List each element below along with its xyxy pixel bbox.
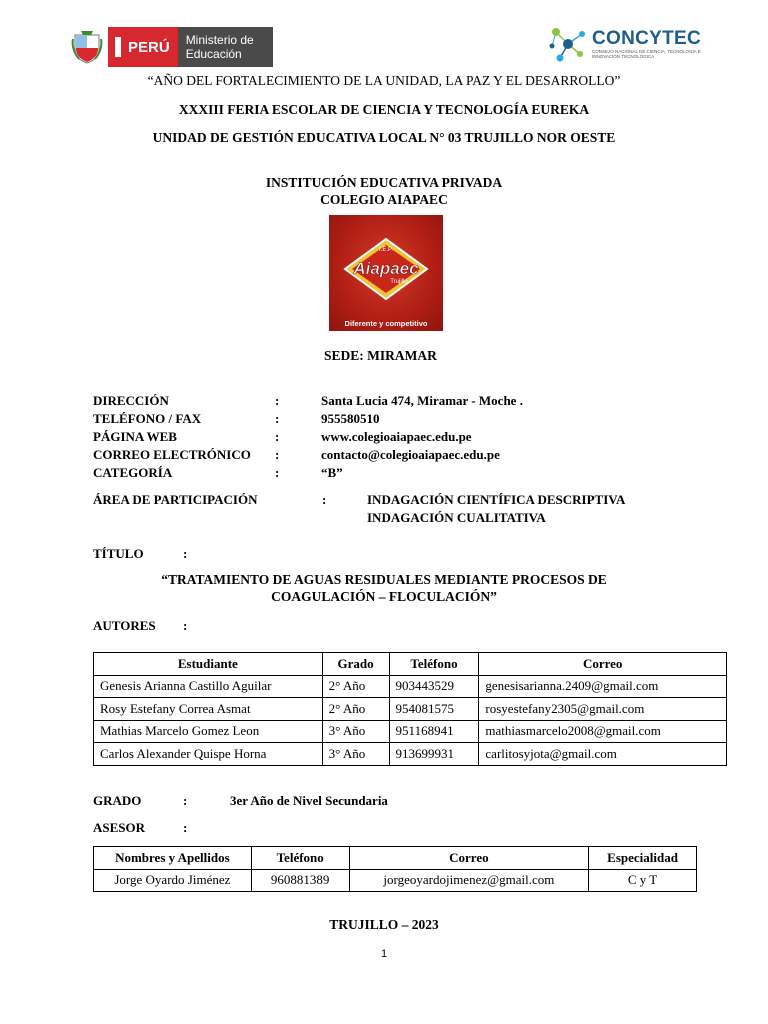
table-header: Grado <box>322 653 389 676</box>
student-grade: 2° Año <box>322 675 389 698</box>
direccion-label: DIRECCIÓN <box>93 393 169 408</box>
ministry-logo <box>70 27 273 67</box>
advisor-table <box>93 846 697 892</box>
table-row <box>94 698 727 721</box>
ugel-title: UNIDAD DE GESTIÓN EDUCATIVA LOCAL N° 03 TRUJILLO NOR OESTE <box>152 130 616 145</box>
school-slogan: Diferente y competitivo <box>344 319 428 328</box>
table-row <box>94 869 697 892</box>
table-header: Correo <box>349 847 589 870</box>
concytec-subtitle: CONSEJO NACIONAL DE CIENCIA, TECNOLOGÍA E INNOVACIÓN TECNOLÓGICA <box>592 49 701 59</box>
table-header: Nombres y Apellidos <box>94 847 252 870</box>
student-grade: 3° Año <box>322 743 389 766</box>
direccion-value: Santa Lucia 474, Miramar - Moche . <box>321 393 523 408</box>
correo-value: contacto@colegioaiapaec.edu.pe <box>321 447 500 462</box>
asesor-label: ASESOR <box>93 820 146 835</box>
area-value-2: INDAGACIÓN CUALITATIVA <box>367 510 546 525</box>
concytec-network-icon <box>548 24 588 64</box>
table-row <box>94 720 727 743</box>
student-email: genesisarianna.2409@gmail.com <box>479 675 727 698</box>
table-header: Especialidad <box>589 847 697 870</box>
colon: : <box>183 820 188 835</box>
school-logo-wordmark: Aiapaec <box>353 259 419 278</box>
advisor-email: jorgeoyardojimenez@gmail.com <box>349 869 589 892</box>
colon: : <box>183 618 188 633</box>
advisor-name: Jorge Oyardo Jiménez <box>94 869 252 892</box>
categoria-label: CATEGORÍA <box>93 465 173 480</box>
page-number: 1 <box>380 948 388 960</box>
student-email: carlitosyjota@gmail.com <box>479 743 727 766</box>
school-logo-city: Trujillo <box>390 279 408 285</box>
advisor-phone: 960881389 <box>251 869 349 892</box>
colon: : <box>183 546 188 561</box>
categoria-value: “B” <box>321 465 343 480</box>
peru-label: PERÚ <box>108 27 178 67</box>
correo-label: CORREO ELECTRÓNICO <box>93 447 251 462</box>
table-row <box>94 675 727 698</box>
student-phone: 951168941 <box>389 720 479 743</box>
telefono-value: 955580510 <box>321 411 380 426</box>
student-phone: 954081575 <box>389 698 479 721</box>
footer-city-year: TRUJILLO – 2023 <box>329 917 439 932</box>
fair-title: XXXIII FERIA ESCOLAR DE CIENCIA Y TECNOLOGÍA EUREKA <box>178 102 590 117</box>
autores-label: AUTORES <box>93 618 156 633</box>
institution-type: INSTITUCIÓN EDUCATIVA PRIVADA <box>265 175 503 190</box>
student-phone: 913699931 <box>389 743 479 766</box>
student-phone: 903443529 <box>389 675 479 698</box>
ministry-name: Ministerio de Educación <box>178 27 273 67</box>
area-value-1: INDAGACIÓN CIENTÍFICA DESCRIPTIVA <box>367 492 626 507</box>
area-label: ÁREA DE PARTICIPACIÓN <box>93 492 258 507</box>
table-row <box>94 743 727 766</box>
colon: : <box>183 793 188 808</box>
colon: : <box>275 429 280 444</box>
table-header-row <box>94 653 727 676</box>
students-table <box>93 652 727 766</box>
table-header-row <box>94 847 697 870</box>
peru-shield-icon <box>70 28 104 66</box>
school-logo <box>329 215 443 331</box>
year-motto: “AÑO DEL FORTALECIMIENTO DE LA UNIDAD, LA PAZ Y EL DESARROLLO” <box>147 73 621 88</box>
table-header: Teléfono <box>389 653 479 676</box>
school-logo-emblem-icon <box>343 237 429 301</box>
table-header: Estudiante <box>94 653 323 676</box>
student-name: Rosy Estefany Correa Asmat <box>94 698 323 721</box>
project-title-line-1: “TRATAMIENTO DE AGUAS RESIDUALES MEDIANTE PROCESOS DE <box>161 572 607 587</box>
school-name: COLEGIO AIAPAEC <box>320 192 448 207</box>
telefono-label: TELÉFONO / FAX <box>93 411 202 426</box>
colon: : <box>275 411 280 426</box>
concytec-name: CONCYTEC <box>592 28 702 49</box>
student-name: Genesis Arianna Castillo Aguilar <box>94 675 323 698</box>
table-header: Teléfono <box>251 847 349 870</box>
student-email: mathiasmarcelo2008@gmail.com <box>479 720 727 743</box>
table-header: Correo <box>479 653 727 676</box>
student-grade: 2° Año <box>322 698 389 721</box>
grado-value: 3er Año de Nivel Secundaria <box>230 793 388 808</box>
colon: : <box>275 465 280 480</box>
advisor-specialty: C y T <box>589 869 697 892</box>
grado-label: GRADO <box>93 793 142 808</box>
student-name: Mathias Marcelo Gomez Leon <box>94 720 323 743</box>
concytec-logo <box>548 24 702 64</box>
titulo-label: TÍTULO <box>93 546 144 561</box>
web-label: PÁGINA WEB <box>93 429 177 444</box>
colon: : <box>322 492 327 507</box>
colon: : <box>275 393 280 408</box>
colon: : <box>275 447 280 462</box>
student-email: rosyestefany2305@gmail.com <box>479 698 727 721</box>
web-value: www.colegioaiapaec.edu.pe <box>321 429 472 444</box>
student-grade: 3° Año <box>322 720 389 743</box>
project-title-line-2: COAGULACIÓN – FLOCULACIÓN” <box>271 589 497 604</box>
sede-label: SEDE: MIRAMAR <box>324 348 437 363</box>
student-name: Carlos Alexander Quispe Horna <box>94 743 323 766</box>
school-logo-top: I.E.P. <box>379 247 393 253</box>
